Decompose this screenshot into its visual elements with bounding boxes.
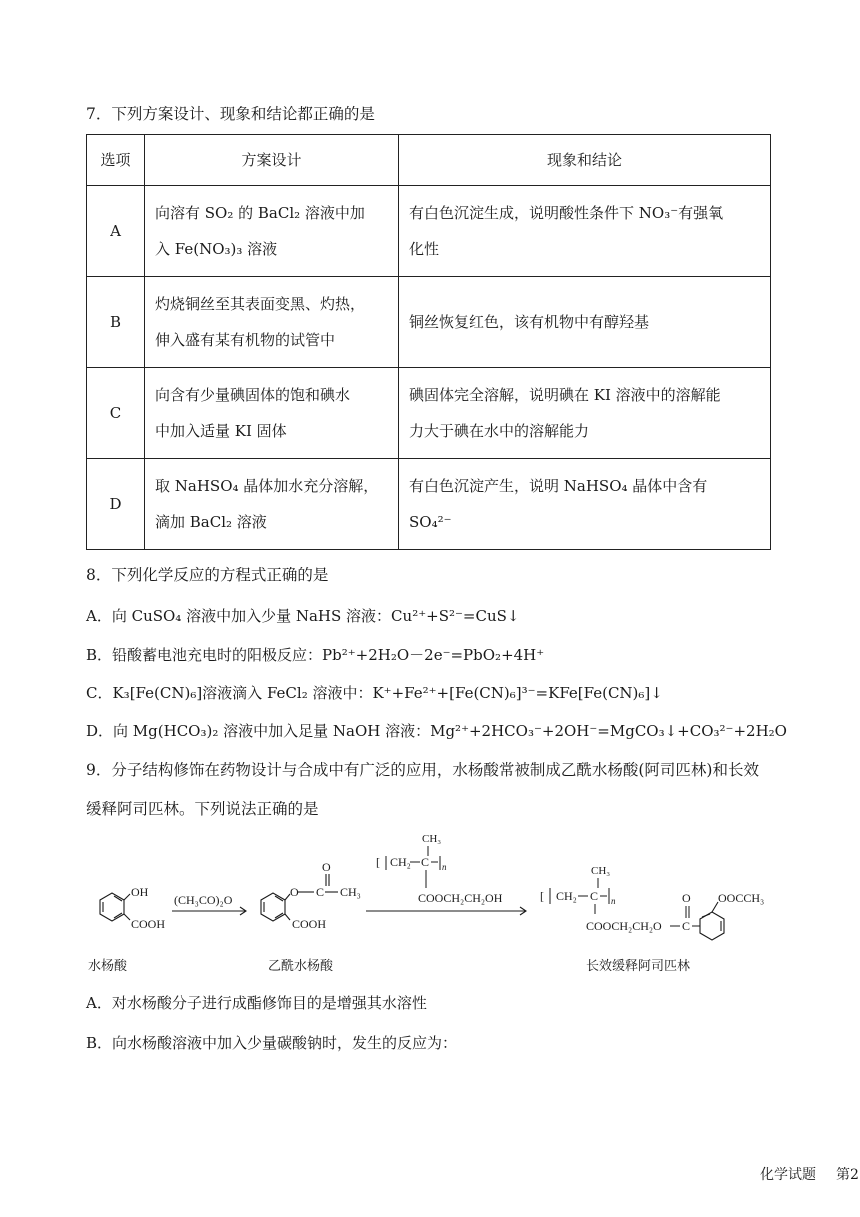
svg-text:OOCCH₃: OOCCH₃ (718, 891, 765, 905)
reagent-acetic-anhydride: (CH₃CO)₂O (174, 893, 233, 907)
svg-text:O: O (682, 891, 691, 905)
name-long-acting-aspirin: 长效缓释阿司匹林 (586, 958, 691, 973)
cooh-label: COOH (131, 917, 166, 931)
svg-text:n: n (442, 862, 447, 872)
name-salicylic-acid: 水杨酸 (88, 958, 128, 973)
result-cell: 铜丝恢复红色，该有机物中有醇羟基 (399, 277, 771, 368)
result-cell: 有白色沉淀产生，说明 NaHSO₄ 晶体中含有 SO₄²⁻ (399, 459, 771, 550)
name-acetylsalicylic-acid: 乙酰水杨酸 (268, 958, 334, 973)
reaction-scheme (86, 830, 786, 980)
option-label: B (87, 277, 145, 368)
svg-text:CH₂: CH₂ (556, 889, 577, 903)
ester-o-label: O (290, 885, 299, 899)
long-acting-aspirin-structure (540, 865, 764, 940)
question-8-option-d: D．向 Mg(HCO₃)₂ 溶液中加入足量 NaOH 溶液：Mg²⁺+2HCO₃⁻+2OH⁻=MgCO₃↓+CO₃²⁻+2H₂O (86, 722, 787, 740)
question-7-stem: 7．下列方案设计、现象和结论都正确的是 (86, 105, 375, 123)
svg-text:C: C (590, 889, 599, 903)
question-8-stem: 8．下列化学反应的方程式正确的是 (86, 566, 329, 584)
svg-text:COOCH₂CH₂O: COOCH₂CH₂O (586, 919, 662, 933)
table-row (87, 459, 771, 550)
acetylsalicylic-acid-structure (261, 874, 338, 921)
svg-text:CH₃: CH₃ (591, 865, 611, 877)
reagent-ester-chain: COOCH₂CH₂OH (418, 891, 503, 905)
question-7-table (86, 134, 771, 550)
question-9-option-b: B．向水杨酸溶液中加入少量碳酸钠时，发生的反应为： (86, 1034, 458, 1052)
svg-text:[: [ (540, 889, 544, 903)
footer-subject: 化学试题 (760, 1167, 816, 1183)
question-9-stem-line2: 缓释阿司匹林。下列说法正确的是 (86, 800, 319, 818)
carbonyl-o-label: O (322, 860, 331, 874)
design-cell: 向溶有 SO₂ 的 BaCl₂ 溶液中加 入 Fe(NO₃)₃ 溶液 (145, 186, 399, 277)
result-cell: 有白色沉淀生成，说明酸性条件下 NO₃⁻有强氧 化性 (399, 186, 771, 277)
svg-text:CH₃: CH₃ (422, 833, 442, 845)
question-9-stem-line1: 9．分子结构修饰在药物设计与合成中有广泛的应用，水杨酸常被制成乙酰水杨酸(阿司匹林)和长效 (86, 761, 759, 779)
result-cell: 碘固体完全溶解，说明碘在 KI 溶液中的溶解能 力大于碘在水中的溶解能力 (399, 368, 771, 459)
question-8-option-b: B．铅酸蓄电池充电时的阳极反应：Pb²⁺+2H₂O－2e⁻=PbO₂+4H⁺ (86, 646, 545, 664)
polymer-reagent (376, 833, 503, 905)
carbonyl-c-label: C (316, 885, 325, 899)
svg-text:C: C (421, 855, 430, 869)
option-label: D (87, 459, 145, 550)
table-header-row (87, 135, 771, 186)
svg-text:n: n (611, 896, 616, 906)
header-option: 选项 (87, 135, 145, 186)
question-9-option-a: A．对水杨酸分子进行成酯修饰目的是增强其水溶性 (86, 994, 427, 1012)
svg-text:C: C (682, 919, 691, 933)
reaction-arrow-1 (172, 907, 246, 915)
salicylic-acid-structure (100, 893, 130, 921)
reaction-arrow-2 (366, 907, 526, 915)
header-design: 方案设计 (145, 135, 399, 186)
table-row (87, 368, 771, 459)
svg-text:CH₂: CH₂ (390, 855, 411, 869)
oh-label: OH (131, 885, 149, 899)
option-label: A (87, 186, 145, 277)
methyl-label: CH₃ (340, 885, 361, 899)
table-row (87, 277, 771, 368)
question-8-option-c: C．K₃[Fe(CN)₆]溶液滴入 FeCl₂ 溶液中：K⁺+Fe²⁺+[Fe(CN)₆]³⁻=KFe[Fe(CN)₆]↓ (86, 684, 663, 702)
table-row (87, 186, 771, 277)
svg-text:[: [ (376, 855, 380, 869)
question-8-option-a: A．向 CuSO₄ 溶液中加入少量 NaHS 溶液：Cu²⁺+S²⁻=CuS↓ (86, 607, 520, 625)
option-label: C (87, 368, 145, 459)
header-result: 现象和结论 (399, 135, 771, 186)
cooh-label-2: COOH (292, 917, 327, 931)
footer-page: 第2 (836, 1167, 859, 1183)
design-cell: 向含有少量碘固体的饱和碘水 中加入适量 KI 固体 (145, 368, 399, 459)
design-cell: 取 NaHSO₄ 晶体加水充分溶解， 滴加 BaCl₂ 溶液 (145, 459, 399, 550)
design-cell: 灼烧铜丝至其表面变黑、灼热， 伸入盛有某有机物的试管中 (145, 277, 399, 368)
